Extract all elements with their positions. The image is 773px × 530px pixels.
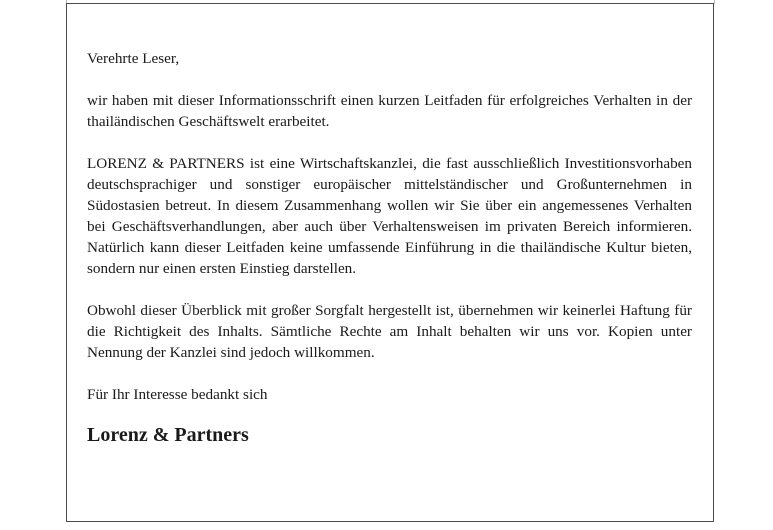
paragraph-about-firm: LORENZ & PARTNERS ist eine Wirtschaftskanzlei, die fast ausschließlich Investitionsvorhaben deutschsprachiger und sonstiger europäischer mittelständischer und Großunternehmen in Südostasien betreut. In diesem Zusammenhang wollen wir Sie über ein angemessenes Verhalten bei Geschäftsverhandlungen, aber auch über Verhaltensweisen im privaten Bereich informieren. Natürlich kann dieser Leitfaden keine umfassende Einführung in die thailändische Kultur bieten, sondern nur einen ersten Einstieg darstellen.: [87, 155, 692, 277]
document-page: [66, 3, 714, 522]
paragraph-disclaimer: Obwohl dieser Überblick mit großer Sorgfalt hergestellt ist, übernehmen wir keinerlei Haftung für die Richtigkeit des Inhalts. Sämtliche Rechte am Inhalt behalten wir uns vor. Kopien unter Nennung der Kanzlei sind jedoch willkommen.: [87, 302, 692, 361]
closing-line: Für Ihr Interesse bedankt sich: [87, 386, 268, 403]
letter-body: [87, 48, 692, 469]
paragraph-intro: wir haben mit dieser Informationsschrift einen kurzen Leitfaden für erfolgreiches Verhalten in der thailändischen Geschäftswelt erarbeitet.: [87, 92, 692, 130]
signature: Lorenz & Partners: [87, 424, 249, 446]
salutation: Verehrte Leser,: [87, 50, 180, 67]
